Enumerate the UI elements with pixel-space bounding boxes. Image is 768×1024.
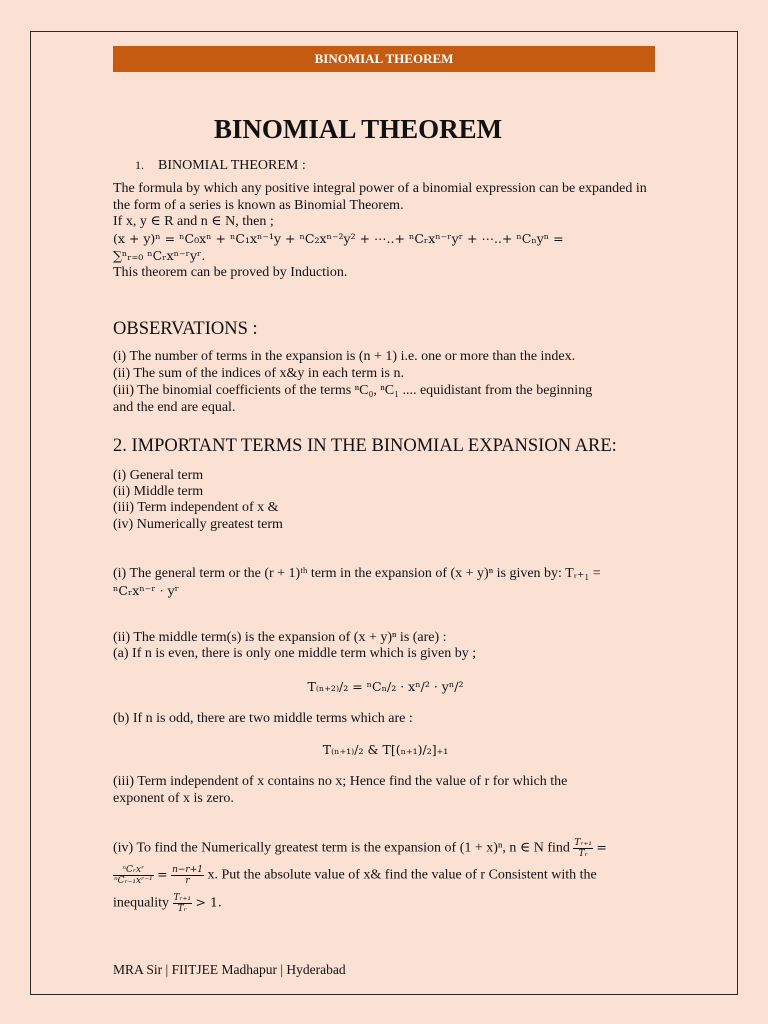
header-bar: BINOMIAL THEOREM	[113, 46, 655, 72]
greatest-term-text: x. Put the absolute value of x& find the value of r Consistent with the	[207, 867, 597, 883]
greatest-term-line1: (iv) To find the Numerically greatest term is the expansion of (1 + x)ⁿ, n ∈ N find $\frac{\text{Tᵣ₊₁}}{\text{Tᵣ}}$ =	[113, 838, 607, 859]
general-term-line1: (i) The general term or the (r + 1)ᵗʰ term in the expansion of (x + y)ⁿ is given by: Tᵣ₊₁ =	[113, 566, 601, 581]
general-term-line2: ⁿCᵣxⁿ⁻ʳ · yʳ	[113, 583, 180, 598]
page-footer: MRA Sir | FIITJEE Madhapur | Hyderabad	[113, 962, 346, 977]
observation-item: (ii) The sum of the indices of x&y in each term is n.	[113, 366, 404, 381]
fraction-denominator: Tᵣ	[578, 849, 588, 859]
section2-heading: 2. IMPORTANT TERMS IN THE BINOMIAL EXPANSION ARE:	[113, 436, 617, 456]
term-list-item: (iv) Numerically greatest term	[113, 517, 283, 532]
ratio-fraction	[573, 838, 593, 859]
simplified-ratio-fraction	[171, 865, 204, 886]
fraction-numerator: ⁿCᵣxʳ	[113, 865, 154, 876]
greatest-term-text: inequality	[113, 895, 169, 911]
middle-term-even: (a) If n is even, there is only one middle term which is given by ;	[113, 646, 477, 661]
greatest-term-line3	[113, 893, 658, 914]
term-list-item: (i) General term	[113, 468, 204, 483]
middle-term-odd: (b) If n is odd, there are two middle terms which are :	[113, 711, 413, 726]
observation-item: and the end are equal.	[113, 400, 236, 415]
observations-heading: OBSERVATIONS :	[113, 319, 258, 339]
observation-item: (i) The number of terms in the expansion is (n + 1) i.e. one or more than the index.	[113, 349, 576, 364]
fraction-denominator: ⁿCᵣ₋₁xʳ⁻¹	[114, 876, 153, 886]
term-list-item: (iii) Term independent of x &	[113, 500, 279, 515]
fraction-denominator: Tᵣ	[177, 904, 187, 914]
section1-number: 1.	[135, 158, 144, 172]
fraction-numerator: Tᵣ₊₁	[574, 838, 592, 848]
binomial-formula-line2: ∑ⁿᵣ₌₀ ⁿCᵣxⁿ⁻ʳyʳ.	[113, 248, 206, 263]
page-title: BINOMIAL THEOREM	[213, 114, 503, 144]
independent-term-line1: (iii) Term independent of x contains no x; Hence find the value of r for which the	[113, 774, 568, 789]
independent-term-line2: exponent of x is zero.	[113, 791, 234, 806]
greatest-term-text: (iv) To find the Numerically greatest term is the expansion of (1 + x)ⁿ, n ∈ N find	[113, 840, 570, 856]
fraction-numerator: Tᵣ₊₁	[173, 893, 191, 903]
section1-intro: The formula by which any positive integral power of a binomial expression can be expanded in the form of a series is known as Binomial Theorem.	[113, 181, 647, 213]
fraction-numerator: n−r+1	[172, 865, 203, 875]
section1-heading-label: BINOMIAL THEOREM :	[158, 158, 306, 173]
fraction-denominator: r	[185, 876, 190, 886]
binomial-formula-line1: (x + y)ⁿ = ⁿC₀xⁿ + ⁿC₁xⁿ⁻¹y + ⁿC₂xⁿ⁻²y² + ⋯..+ ⁿCᵣxⁿ⁻ʳyʳ + ⋯..+ ⁿCₙyⁿ =	[113, 231, 564, 246]
middle-term-even-formula: T₍ₙ₊₂₎/₂ = ⁿCₙ/₂ · xⁿ/² · yⁿ/²	[307, 679, 464, 694]
greatest-term-text: > 1.	[195, 894, 222, 910]
greatest-term-line2: $\frac{\text{ⁿCᵣxʳ}}{\text{ⁿCᵣ₋₁xʳ⁻¹}}$ = $\frac{n-r+1}{r}$ x. Put the absolute value of x& find the value of r Consistent with the	[114, 865, 597, 886]
induction-note: This theorem can be proved by Induction.	[113, 265, 348, 280]
middle-term-odd-formula: T₍ₙ₊₁₎/₂ & T[(ₙ₊₁)/₂]₊₁	[322, 742, 449, 757]
section1-heading	[135, 157, 680, 174]
middle-term-intro: (ii) The middle term(s) is the expansion of (x + y)ⁿ is (are) :	[113, 630, 447, 645]
section1-if-line: If x, y ∈ R and n ∈ N, then ;	[113, 214, 274, 229]
ratio-fraction	[173, 893, 193, 914]
term-list-item: (ii) Middle term	[113, 484, 204, 499]
observation-item: (iii) The binomial coefficients of the terms ⁿC₀, ⁿC₁ .... equidistant from the beginning	[113, 383, 593, 398]
coefficient-ratio-fraction	[113, 865, 154, 886]
